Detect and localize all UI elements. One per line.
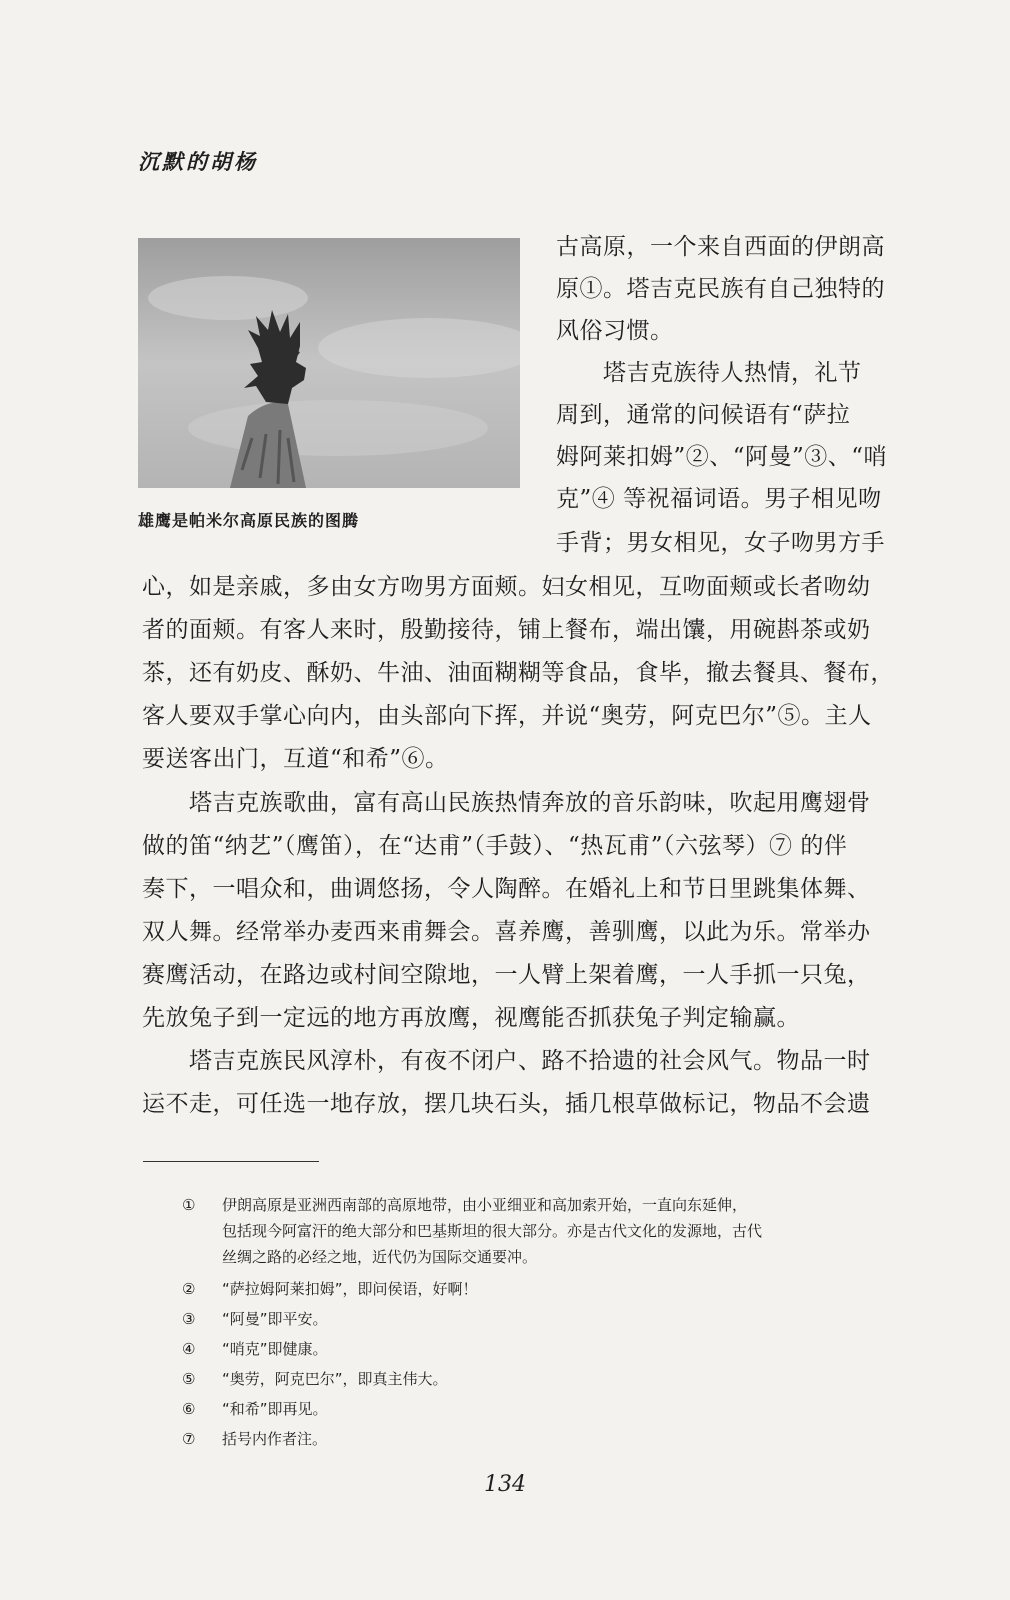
footnote-number: ④ bbox=[182, 1340, 196, 1358]
footnote-text: “和希”即再见。 bbox=[222, 1400, 328, 1418]
body-line: 心，如是亲戚，多由女方吻男方面颊。妇女相见，互吻面颊或长者吻幼 bbox=[142, 574, 871, 600]
footnote-7 bbox=[182, 1426, 327, 1452]
body-line: 风俗习惯。 bbox=[556, 318, 674, 344]
footnote-number: ⑤ bbox=[182, 1370, 196, 1388]
body-line: 奏下，一唱众和，曲调悠扬，令人陶醉。在婚礼上和节日里跳集体舞、 bbox=[142, 876, 871, 902]
page-number: 134 bbox=[484, 1472, 526, 1497]
body-line: 客人要双手掌心向内，由头部向下挥，并说“奥劳，阿克巴尔”⑤。主人 bbox=[142, 703, 872, 729]
footnote-1 bbox=[182, 1192, 747, 1218]
body-line: 赛鹰活动，在路边或村间空隙地，一人臂上架着鹰，一人手抓一只兔， bbox=[142, 962, 871, 988]
body-line: 先放兔子到一定远的地方再放鹰，视鹰能否抓获兔子判定输赢。 bbox=[142, 1005, 800, 1031]
footnote-6 bbox=[182, 1396, 328, 1422]
footnote-text: 包括现今阿富汗的绝大部分和巴基斯坦的很大部分。亦是古代文化的发源地，古代 bbox=[222, 1222, 763, 1240]
body-line: 者的面颊。有客人来时，殷勤接待，铺上餐布，端出馕，用碗斟茶或奶 bbox=[142, 617, 871, 643]
body-line: 原①。塔吉克民族有自己独特的 bbox=[556, 276, 885, 302]
body-line: 姆阿莱扣姆”②、“阿曼”③、“哨 bbox=[556, 444, 888, 470]
footnote-3 bbox=[182, 1306, 328, 1332]
body-line: 手背；男女相见，女子吻男方手 bbox=[556, 530, 885, 556]
footnote-4 bbox=[182, 1336, 328, 1362]
footnote-text: “阿曼”即平安。 bbox=[222, 1310, 328, 1328]
footnote-text: 丝绸之路的必经之地，近代仍为国际交通要冲。 bbox=[222, 1248, 538, 1266]
body-line: 塔吉克族歌曲，富有高山民族热情奔放的音乐韵味，吹起用鹰翅骨 bbox=[142, 790, 871, 816]
footnote-text: 括号内作者注。 bbox=[222, 1430, 328, 1448]
footnote-number: ⑦ bbox=[182, 1430, 196, 1448]
running-title: 沉默的胡杨 bbox=[138, 150, 258, 174]
eagle-statue-photo bbox=[138, 238, 520, 488]
body-line: 周到，通常的问候语有“萨拉 bbox=[556, 402, 851, 428]
body-line: 做的笛“纳艺”（鹰笛），在“达甫”（手鼓）、“热瓦甫”（六弦琴）⑦ 的伴 bbox=[142, 833, 848, 859]
body-line: 要送客出门，互道“和希”⑥。 bbox=[142, 746, 449, 772]
footnote-number: ③ bbox=[182, 1310, 196, 1328]
footnote-number: ⑥ bbox=[182, 1400, 196, 1418]
footnote-5 bbox=[182, 1366, 448, 1392]
footnote-text: “萨拉姆阿莱扣姆”，即问侯语，好啊！ bbox=[222, 1280, 478, 1298]
body-line: 运不走，可任选一地存放，摆几块石头，插几根草做标记，物品不会遗 bbox=[142, 1091, 871, 1117]
photo-caption: 雄鹰是帕米尔高原民族的图腾 bbox=[138, 511, 360, 530]
body-line: 塔吉克族待人热情，礼节 bbox=[556, 360, 862, 386]
body-line: 古高原，一个来自西面的伊朗高 bbox=[556, 234, 885, 260]
body-line: 克”④ 等祝福词语。男子相见吻 bbox=[556, 486, 882, 512]
body-line: 茶，还有奶皮、酥奶、牛油、油面糊糊等食品，食毕，撤去餐具、餐布， bbox=[142, 660, 894, 686]
footnote-text: “哨克”即健康。 bbox=[222, 1340, 328, 1358]
footnote-2 bbox=[182, 1276, 478, 1302]
footnote-text: 伊朗高原是亚洲西南部的高原地带，由小亚细亚和高加索开始，一直向东延伸， bbox=[222, 1196, 748, 1214]
footnote-text: “奥劳，阿克巴尔”，即真主伟大。 bbox=[222, 1370, 448, 1388]
footnote-number: ① bbox=[182, 1196, 196, 1214]
footnote-divider bbox=[143, 1161, 319, 1162]
body-line: 双人舞。经常举办麦西来甫舞会。喜养鹰，善驯鹰，以此为乐。常举办 bbox=[142, 919, 871, 945]
footnote-number: ② bbox=[182, 1280, 196, 1298]
body-line: 塔吉克族民风淳朴，有夜不闭户、路不拾遗的社会风气。物品一时 bbox=[142, 1048, 871, 1074]
